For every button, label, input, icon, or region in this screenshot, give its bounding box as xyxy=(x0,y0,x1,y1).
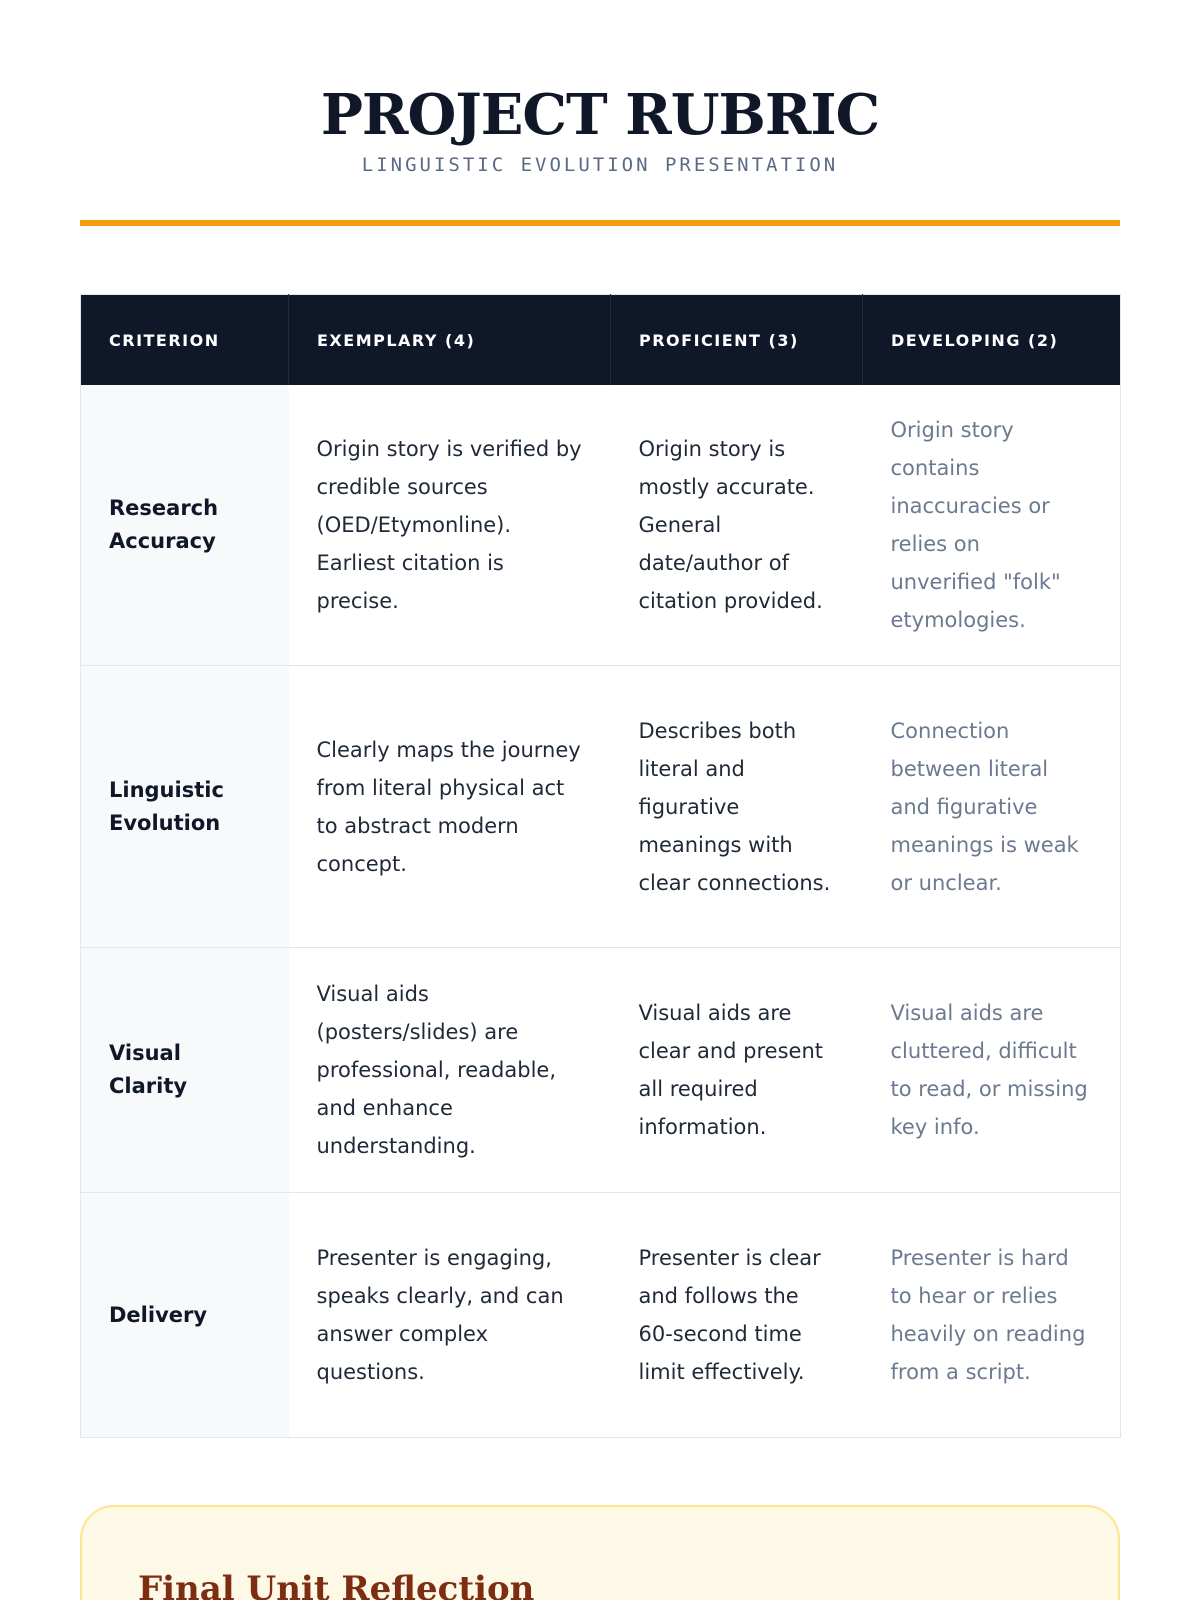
criterion-cell: Linguistic Evolution xyxy=(81,666,289,948)
exemplary-cell: Origin story is verified by credible sources (OED/Etymonline). Earliest citation is precise. xyxy=(289,385,611,666)
criterion-cell: Visual Clarity xyxy=(81,948,289,1193)
page-header xyxy=(80,0,1120,176)
table-row xyxy=(81,666,1121,948)
column-header-proficient: PROFICIENT (3) xyxy=(611,295,863,386)
proficient-cell: Origin story is mostly accurate. General date/author of citation provided. xyxy=(611,385,863,666)
table-row xyxy=(81,1193,1121,1438)
table-header-row xyxy=(81,295,1121,386)
header-divider xyxy=(80,220,1120,226)
page-title: PROJECT RUBRIC xyxy=(320,82,880,148)
exemplary-cell: Presenter is engaging, speaks clearly, and can answer complex questions. xyxy=(289,1193,611,1438)
reflection-title: Final Unit Reflection xyxy=(138,1569,535,1600)
proficient-cell: Visual aids are clear and present all required information. xyxy=(611,948,863,1193)
exemplary-cell: Clearly maps the journey from literal physical act to abstract modern concept. xyxy=(289,666,611,948)
developing-cell: Origin story contains inaccuracies or relies on unverified "folk" etymologies. xyxy=(863,385,1121,666)
column-header-developing: DEVELOPING (2) xyxy=(863,295,1121,386)
proficient-cell: Describes both literal and figurative meanings with clear connections. xyxy=(611,666,863,948)
developing-cell: Presenter is hard to hear or relies heavily on reading from a script. xyxy=(863,1193,1121,1438)
page-subtitle: LINGUISTIC EVOLUTION PRESENTATION xyxy=(361,154,839,176)
developing-cell: Connection between literal and figurative meanings is weak or unclear. xyxy=(863,666,1121,948)
developing-cell: Visual aids are cluttered, difficult to read, or missing key info. xyxy=(863,948,1121,1193)
table-row xyxy=(81,385,1121,666)
criterion-cell: Research Accuracy xyxy=(81,385,289,666)
rubric-page xyxy=(80,0,1120,1600)
table-row xyxy=(81,948,1121,1193)
criterion-cell: Delivery xyxy=(81,1193,289,1438)
column-header-exemplary: EXEMPLARY (4) xyxy=(289,295,611,386)
exemplary-cell: Visual aids (posters/slides) are professional, readable, and enhance understanding. xyxy=(289,948,611,1193)
rubric-table xyxy=(80,294,1121,1438)
proficient-cell: Presenter is clear and follows the 60-second time limit effectively. xyxy=(611,1193,863,1438)
reflection-card xyxy=(80,1505,1120,1600)
column-header-criterion: CRITERION xyxy=(81,295,289,386)
